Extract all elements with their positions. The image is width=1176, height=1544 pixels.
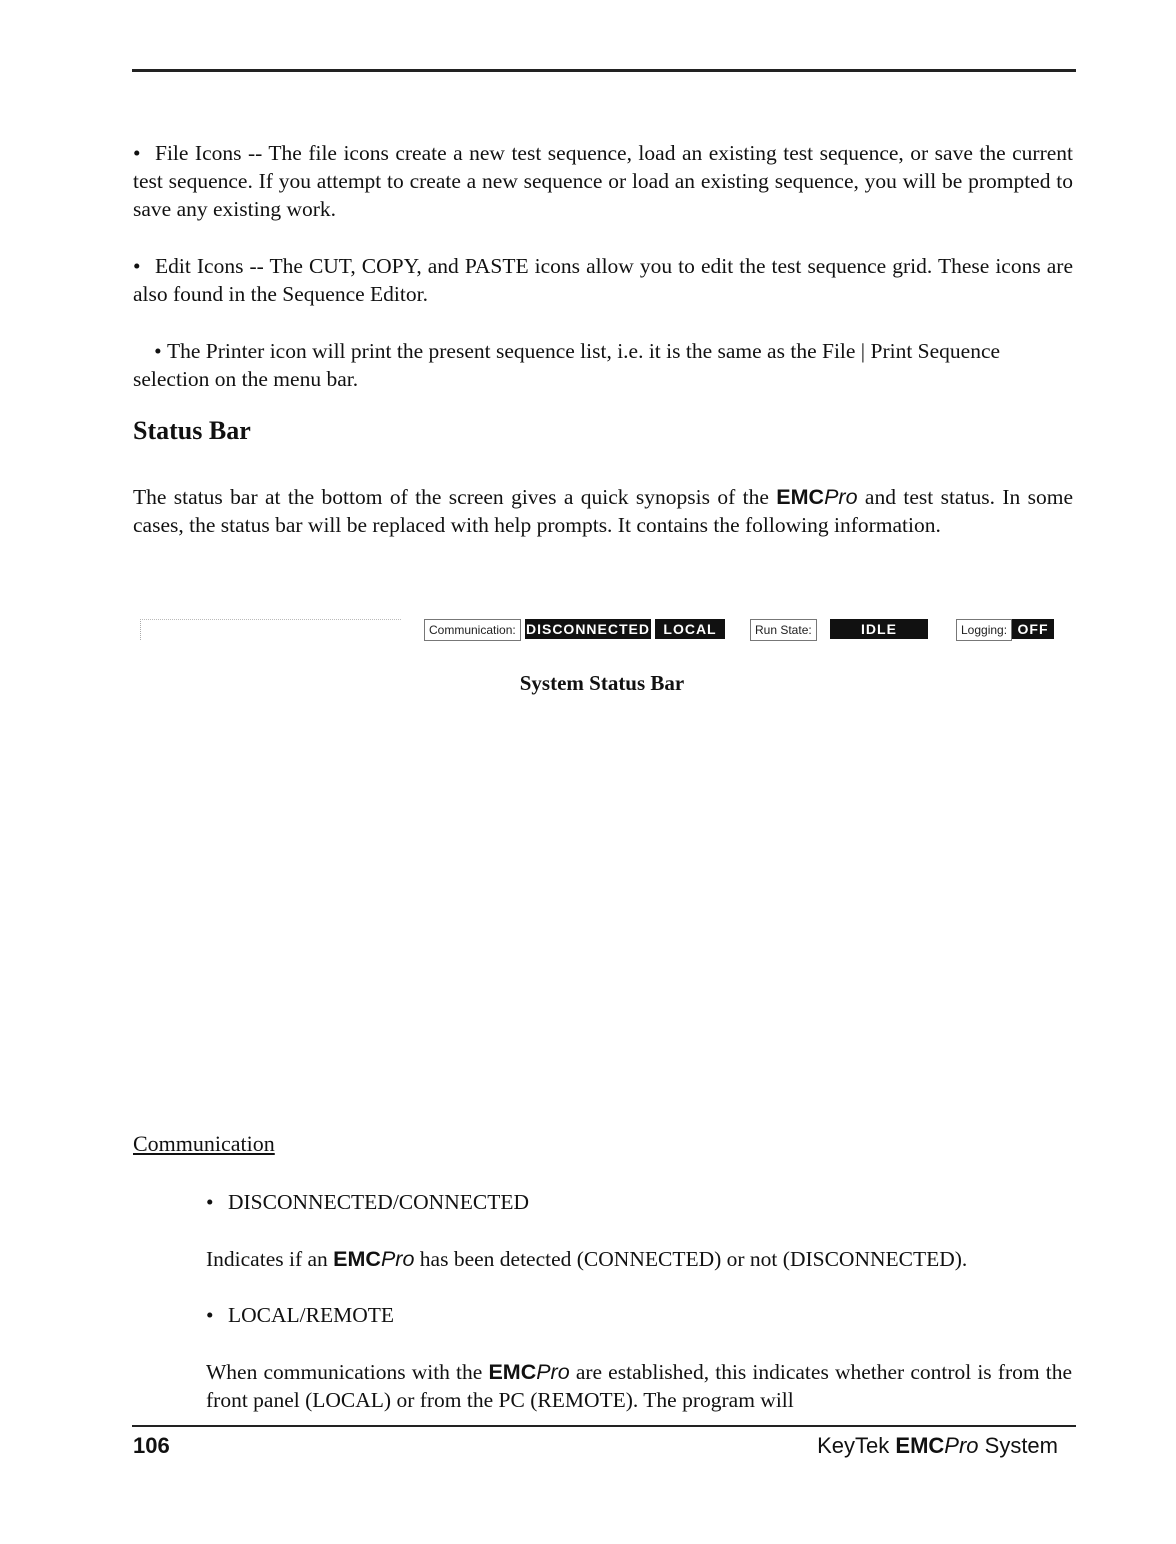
section-heading: Status Bar xyxy=(133,416,251,445)
communication-subheading: Communication xyxy=(133,1131,275,1156)
bullet-dot-icon: • xyxy=(133,141,141,165)
brand-emc: EMC xyxy=(776,485,825,509)
bullet-text: File Icons -- The file icons create a new test sequence, load an existing test sequence, or save the current test sequence. If you attempt to create a new sequence or load an existing sequence, you will be prompted to save any existing work. xyxy=(133,141,1073,221)
run-state-label: Run State: xyxy=(750,619,817,641)
system-status-bar xyxy=(140,619,1072,641)
logging-label: Logging: xyxy=(956,619,1012,641)
page-number: 106 xyxy=(133,1433,170,1458)
status-bar-empty-pane xyxy=(140,619,401,640)
bullet-text: The Printer icon will print the present sequence list, i.e. it is the same as the File | Print Sequence selection on the menu bar. xyxy=(133,339,1001,391)
bullet-dot-icon: • xyxy=(206,1190,214,1214)
brand-emc: EMC xyxy=(488,1360,537,1384)
bullet-edit-icons xyxy=(133,252,1073,308)
bullet-dot-icon: • xyxy=(154,339,167,363)
brand-emc: EMC xyxy=(333,1247,381,1271)
bullet-printer-icon xyxy=(133,337,1013,393)
logging-status: OFF xyxy=(1012,619,1054,639)
brand-pro: Pro xyxy=(536,1360,570,1384)
brand-pro: Pro xyxy=(824,485,858,509)
communication-status: DISCONNECTED xyxy=(525,621,650,637)
item-connected-title: • DISCONNECTED/CONNECTED xyxy=(206,1190,529,1214)
item-local-remote-desc: When communications with the EMCPro are established, this indicates whether control is from the front panel (LOCAL) or from the PC (REMOTE). The program will xyxy=(206,1360,1072,1412)
bullet-file-icons xyxy=(133,139,1073,223)
bullet-dot-icon: • xyxy=(206,1303,214,1327)
bullet-text: Edit Icons -- The CUT, COPY, and PASTE icons allow you to edit the test sequence grid. These icons are also found in the Sequence Editor. xyxy=(133,254,1073,306)
brand-pro: Pro xyxy=(380,1247,415,1271)
figure-caption: System Status Bar xyxy=(519,671,685,695)
footer-title: KeyTek EMCPro System xyxy=(817,1433,1058,1458)
status-intro: The status bar at the bottom of the screen gives a quick synopsis of the EMCPro and test status. In some cases, the status bar will be replaced with help prompts. It contains the following information. xyxy=(133,485,1073,537)
item-local-remote-title: • LOCAL/REMOTE xyxy=(206,1303,395,1327)
item-connected-desc: Indicates if an EMCPro has been detected (CONNECTED) or not (DISCONNECTED). xyxy=(206,1247,968,1271)
communication-label: Communication: xyxy=(424,619,521,641)
run-state-status: IDLE xyxy=(830,619,928,639)
control-mode-status: LOCAL xyxy=(655,619,725,639)
footer-rule xyxy=(132,1425,1076,1427)
bullet-dot-icon: • xyxy=(133,254,141,278)
header-rule xyxy=(132,69,1076,72)
